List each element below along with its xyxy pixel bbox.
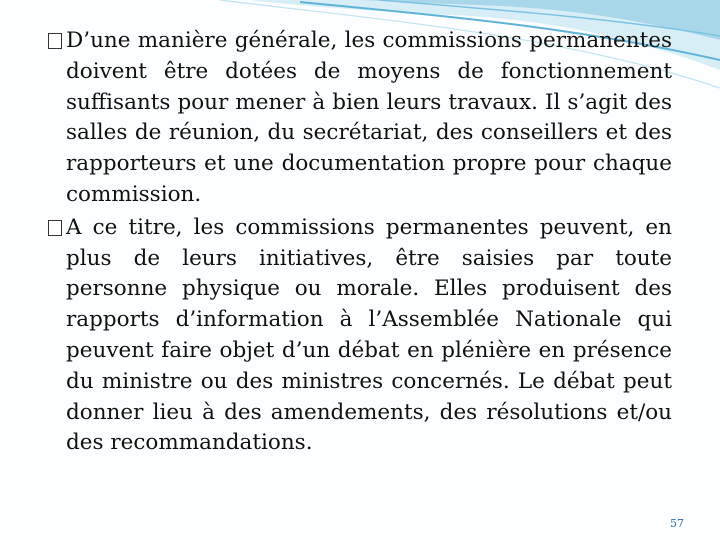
bullet-box-icon	[48, 33, 62, 49]
page-number: 57	[670, 517, 684, 530]
bullet-text-2: A ce titre, les commissions permanentes peuvent, en plus de leurs initiatives, être saisies par toute personne physique ou morale. Elles produisent des rapports d’information à l’Assemblée Nationale qui peuvent faire objet d’un débat en plénière en présence du ministre ou des ministres concernés. Le débat peut donner lieu à des amendements, des résolutions et/ou des recommandations.	[66, 214, 672, 456]
bullet-box-icon	[48, 220, 62, 236]
bullet-paragraph-2	[48, 213, 672, 459]
bullet-text-1: D’une manière générale, les commissions permanentes doivent être dotées de moyens de fonctionnement suffisants pour mener à bien leurs travaux. Il s’agit des salles de réunion, du secrétariat, des conseillers et des rapporteurs et une documentation propre pour chaque commission.	[66, 28, 672, 207]
bullet-paragraph-1	[48, 26, 672, 211]
slide-body	[48, 26, 672, 461]
